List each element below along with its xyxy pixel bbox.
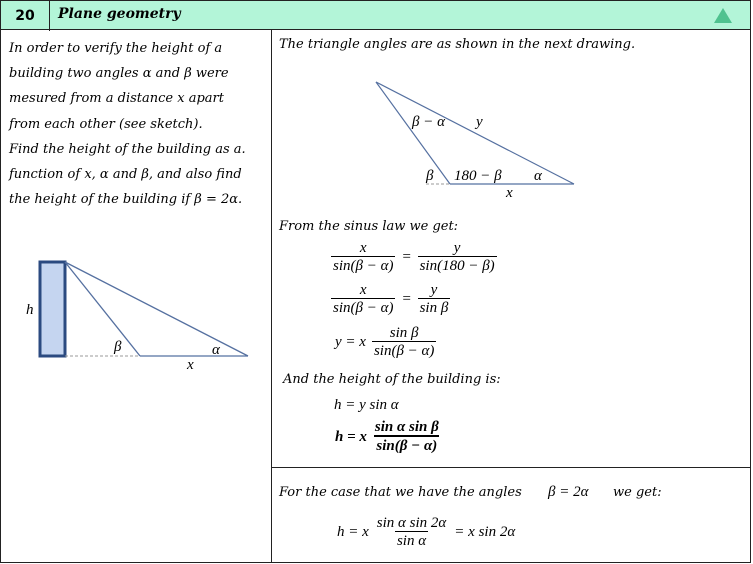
sight-line-beta [65, 262, 140, 356]
problem-line: Find the height of the building as a. [9, 141, 246, 157]
side-left [376, 82, 450, 184]
alpha-label: α [212, 342, 220, 358]
supplement-label: 180 − β [454, 168, 502, 184]
case-condition: β = 2α [548, 484, 589, 500]
sinus-law-text: From the sinus law we get: [279, 219, 459, 234]
sight-line-alpha [65, 262, 248, 356]
problem-line: from each other (see sketch). [9, 116, 203, 132]
equation-5-result: h = x $\frac{\text{sin α sin β}}{\sin(\beta - \alpha)}$ [335, 419, 439, 454]
y-label: y [476, 114, 483, 130]
equation-1: $\frac{x}{\sin(\beta - \alpha)}$ = $\frac{y}{\sin(180 - \beta)}$ [333, 240, 495, 274]
beta-label: β [114, 339, 122, 355]
triangle-diagram [360, 74, 590, 200]
problem-line: the height of the building if β = 2α. [9, 192, 243, 208]
problem-line: building two angles α and β were [9, 66, 229, 82]
page-title: Plane geometry [58, 6, 181, 22]
building-sketch [0, 250, 268, 380]
equation-3: y = x $\frac{\text{sin β}}{\sin(\beta - \alpha)}$ [335, 325, 435, 359]
problem-line: mesured from a distance x apart [9, 91, 224, 107]
problem-line: function of x, α and β, and also find [9, 167, 242, 183]
equation-6: h = x $\frac{\text{sin α sin 2α}}{\text{sin α}}$ = x sin 2α [337, 515, 516, 549]
problem-number: 20 [1, 1, 50, 31]
h-label: h [26, 302, 34, 318]
height-text: And the height of the building is: [283, 372, 501, 387]
case-get: we get: [613, 485, 662, 500]
top-angle-label: β − α [412, 114, 445, 130]
x-label: x [506, 185, 513, 200]
equation-4: h = y sin α [334, 397, 399, 413]
alpha-label: α [534, 168, 542, 184]
triangle-up-icon[interactable] [714, 8, 732, 23]
case-text: For the case that we have the angles [279, 485, 522, 500]
problem-text [9, 36, 267, 212]
column-divider [271, 30, 272, 563]
problem-line: In order to verify the height of a [9, 41, 223, 56]
solution-intro: The triangle angles are as shown in the next drawing. [279, 37, 636, 52]
x-label: x [187, 357, 194, 373]
row-divider [271, 467, 751, 468]
beta-label: β [426, 168, 434, 184]
equation-2: $\frac{x}{\sin(\beta - \alpha)}$ = $\frac{y}{\text{sin β}}$ [333, 282, 449, 316]
building-rect [40, 262, 65, 356]
